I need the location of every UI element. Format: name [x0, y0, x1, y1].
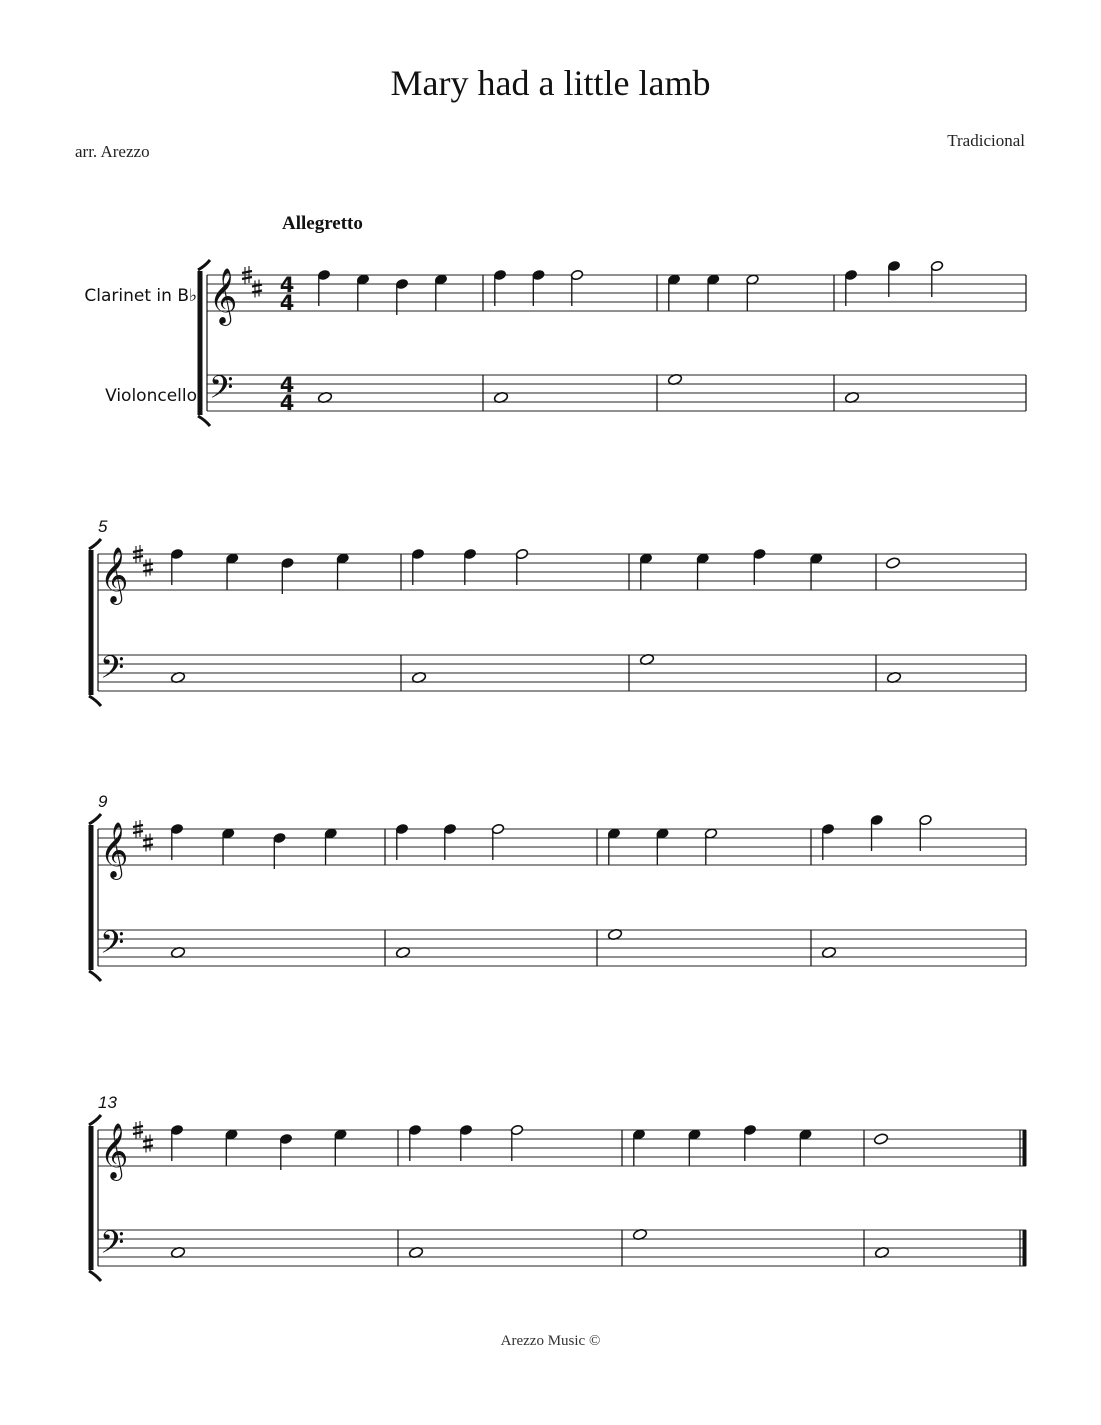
copyright-footer: Arezzo Music ©	[500, 1333, 601, 1349]
bracket-hook	[89, 696, 101, 706]
bass-clef-icon: 𝄢	[100, 924, 125, 968]
sharp-stroke	[143, 1146, 153, 1148]
cello-instrument-label: Violoncello	[105, 386, 197, 406]
bracket-hook	[89, 1271, 101, 1281]
clarinet-instrument-label: Clarinet in B♭	[84, 286, 197, 306]
time-signature-numerator: 4	[279, 373, 295, 397]
score-system	[89, 1093, 1026, 1281]
tempo-marking: Allegretto	[282, 213, 363, 234]
time-signature-denominator: 4	[279, 291, 295, 315]
bass-clef-icon: 𝄢	[100, 1224, 125, 1268]
treble-clef-icon: 𝄞	[209, 268, 238, 324]
sharp-stroke	[252, 291, 262, 293]
sharp-stroke	[143, 1140, 153, 1142]
sharp-stroke	[143, 564, 153, 566]
bass-clef-icon: 𝄢	[100, 649, 125, 693]
sharp-stroke	[242, 271, 252, 273]
score-title: Mary had a little lamb	[390, 63, 711, 103]
sharp-stroke	[133, 1132, 143, 1134]
time-signature-numerator: 4	[279, 273, 295, 297]
notehead	[885, 557, 900, 570]
sharp-stroke	[143, 570, 153, 572]
sharp-stroke	[143, 845, 153, 847]
measure-number: 5	[98, 517, 108, 536]
bracket-hook	[198, 416, 210, 426]
measure-number: 9	[98, 792, 108, 811]
measure-number: 13	[98, 1093, 117, 1112]
sharp-stroke	[252, 285, 262, 287]
score-system	[89, 517, 1026, 706]
sharp-stroke	[133, 831, 143, 833]
score-system	[89, 792, 1026, 981]
sharp-stroke	[133, 550, 143, 552]
time-signature-denominator: 4	[279, 391, 295, 415]
sharp-stroke	[133, 825, 143, 827]
sharp-stroke	[133, 556, 143, 558]
treble-clef-icon: 𝄞	[100, 547, 129, 603]
bass-clef-icon: 𝄢	[209, 369, 234, 413]
treble-clef-icon: 𝄞	[100, 1123, 129, 1179]
notehead	[873, 1133, 888, 1146]
sharp-stroke	[143, 839, 153, 841]
score-system	[198, 260, 1026, 426]
bracket-hook	[89, 971, 101, 981]
composer-credit: Tradicional	[947, 131, 1025, 150]
treble-clef-icon: 𝄞	[100, 822, 129, 878]
arranger-credit: arr. Arezzo	[75, 142, 150, 161]
sharp-stroke	[242, 277, 252, 279]
sharp-stroke	[133, 1126, 143, 1128]
